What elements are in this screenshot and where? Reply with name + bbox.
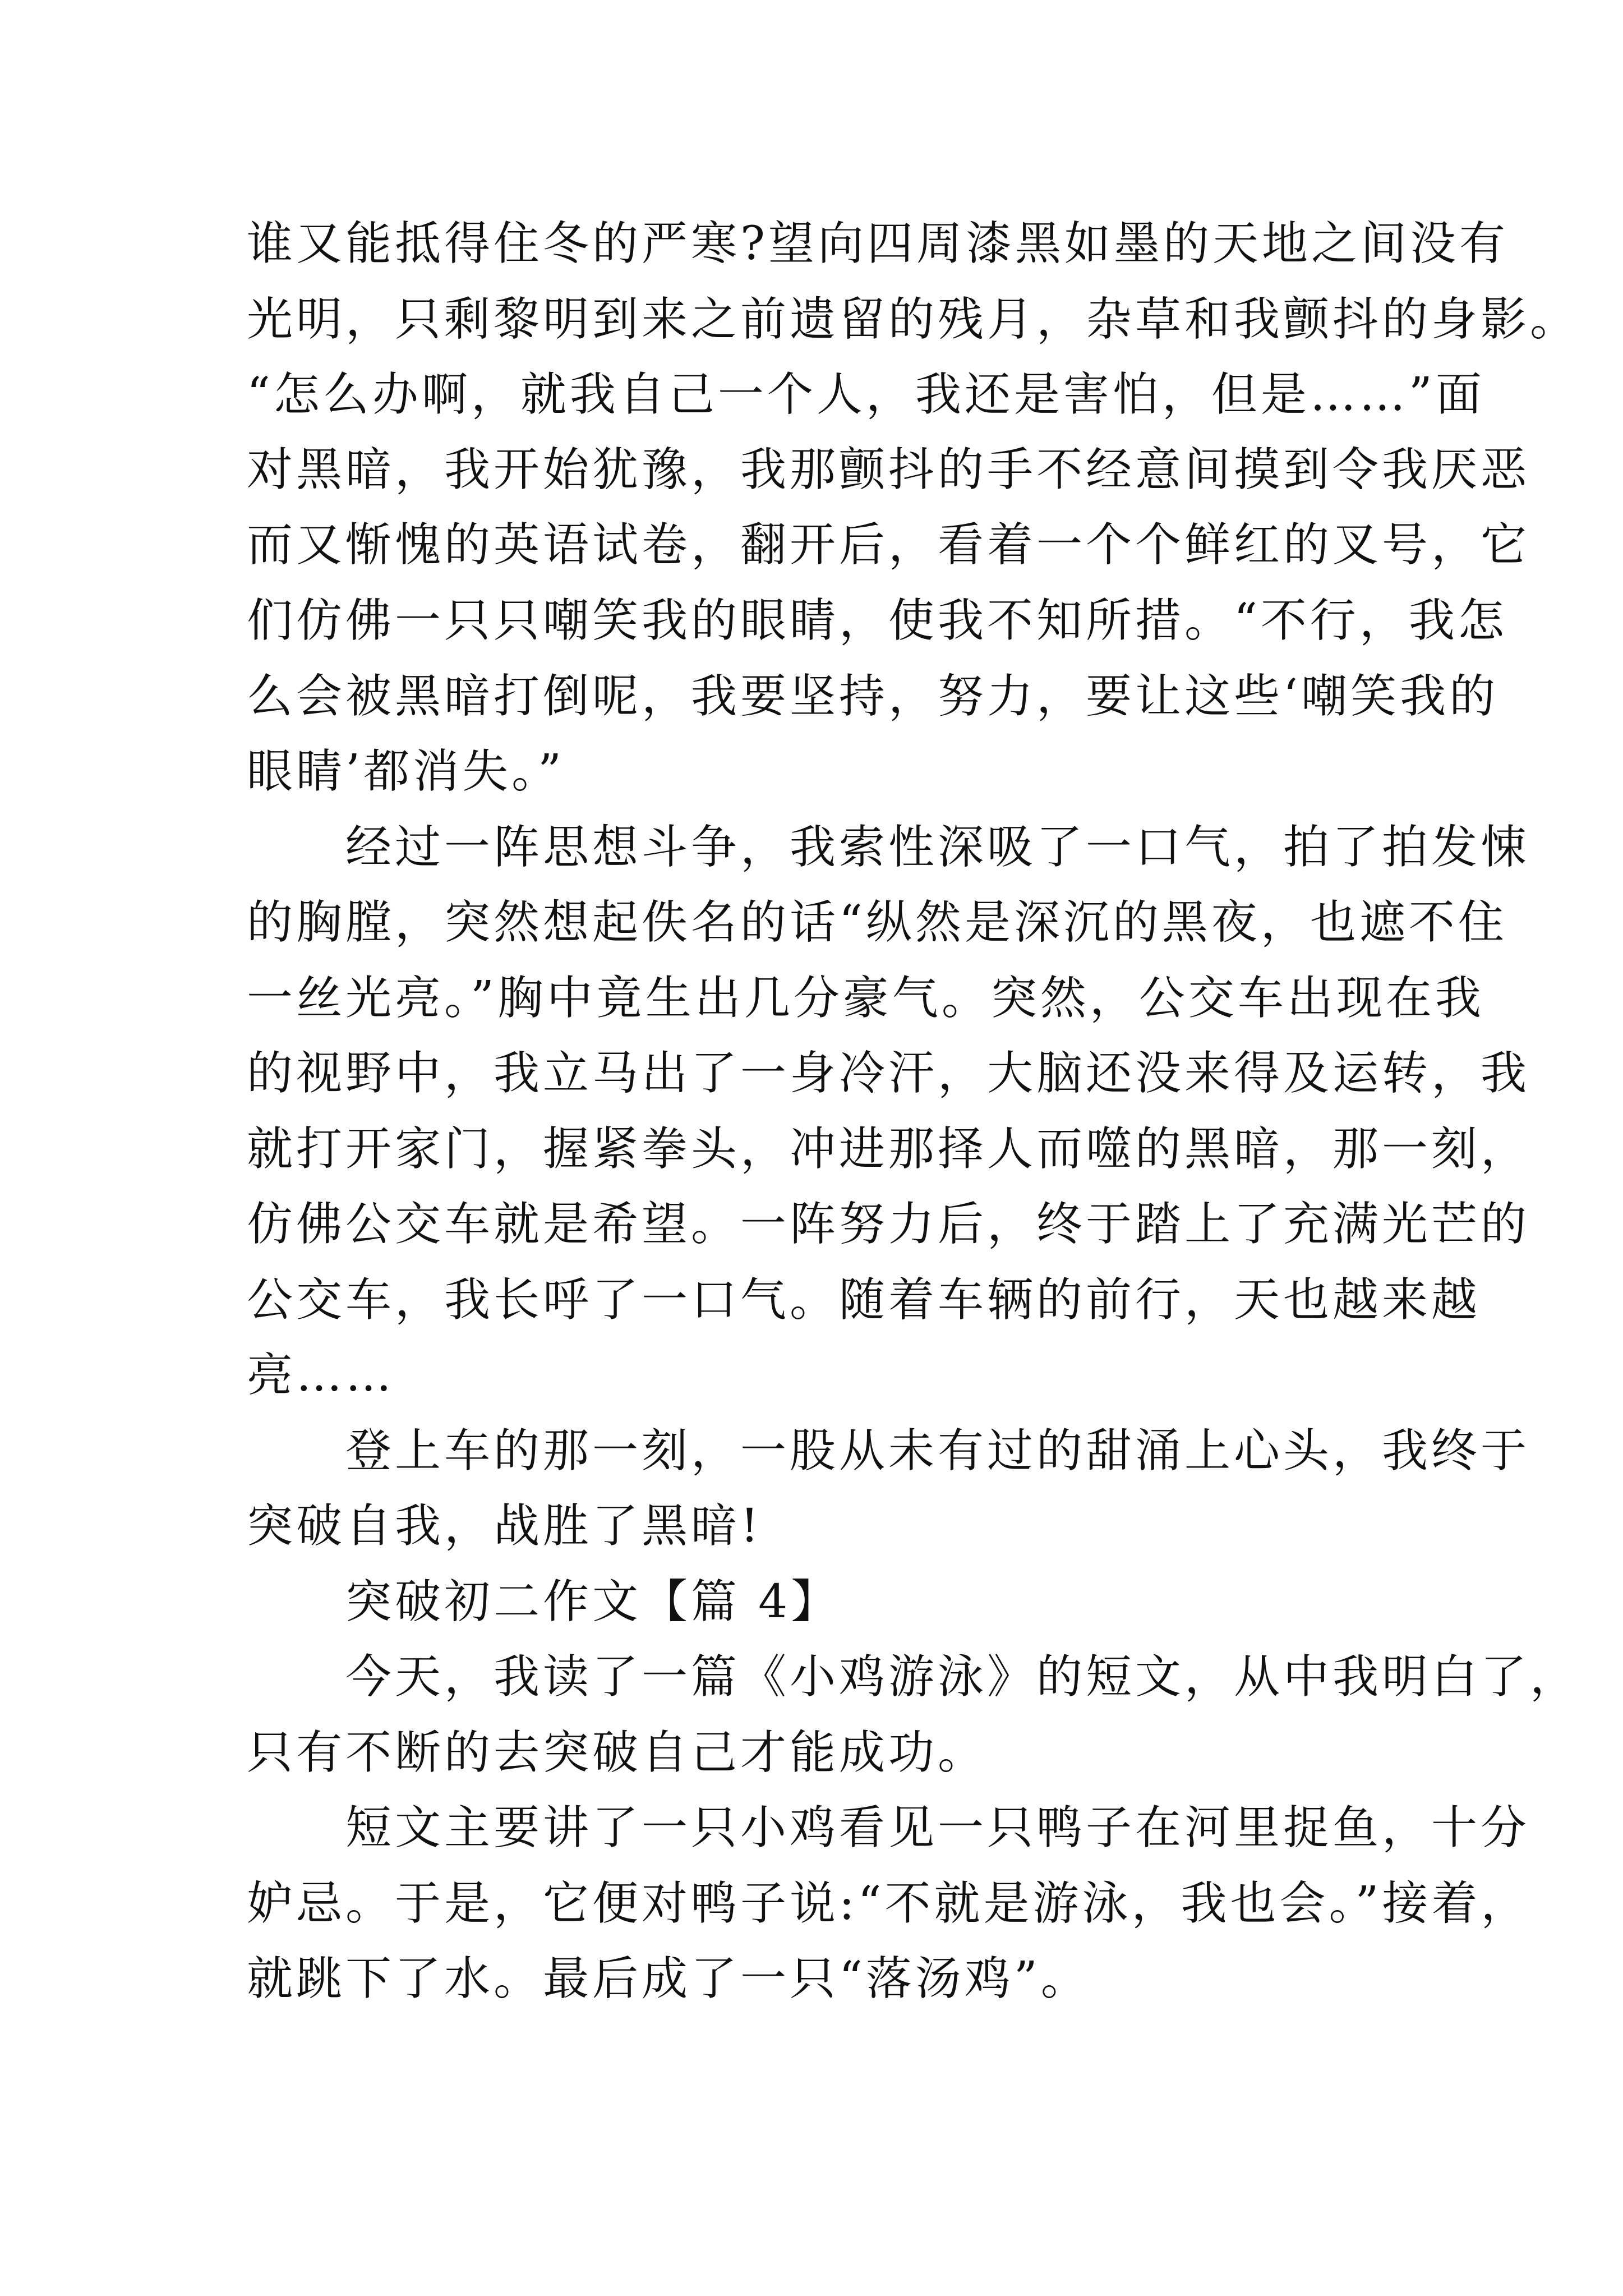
- text-line: 一丝光亮。”胸中竟生出几分豪气。突然，公交车出现在我: [247, 972, 1484, 1025]
- text-line: 么会被黑暗打倒呢，我要坚持，努力，要让这些‘嘲笑我的: [247, 670, 1499, 723]
- section-heading: 突破初二作文【篇 4】: [247, 1575, 841, 1628]
- text-line: 光明，只剩黎明到来之前遗留的残月，杂草和我颤抖的身影。: [247, 293, 1580, 346]
- text-line: 突破自我，战胜了黑暗!: [247, 1499, 762, 1553]
- text-line: 公交车，我长呼了一口气。随着车辆的前行，天也越来越: [247, 1273, 1481, 1327]
- paragraph-start-line: 经过一阵思想斗争，我索性深吸了一口气，拍了拍发悚: [247, 821, 1530, 874]
- paragraph-start-line: 登上车的那一刻，一股从未有过的甜涌上心头，我终于: [247, 1424, 1530, 1478]
- text-line: 的胸膛，突然想起佚名的话“纵然是深沉的黑夜，也遮不住: [247, 896, 1507, 949]
- paragraph-start-line: 短文主要讲了一只小鸡看见一只鸭子在河里捉鱼，十分: [247, 1801, 1530, 1855]
- text-line: 就打开家门，握紧拳头，冲进那择人而噬的黑暗，那一刻，: [247, 1122, 1530, 1176]
- text-line: 们仿佛一只只嘲笑我的眼睛，使我不知所措。“不行，我怎: [247, 594, 1507, 647]
- text-line: 亮……: [247, 1349, 395, 1402]
- text-line: 的视野中，我立马出了一身冷汗，大脑还没来得及运转，我: [247, 1047, 1530, 1100]
- text-line: 对黑暗，我开始犹豫，我那颤抖的手不经意间摸到令我厌恶: [247, 443, 1530, 496]
- text-line: “怎么办啊，就我自己一个人，我还是害怕，但是……”面: [247, 368, 1485, 421]
- text-line: 只有不断的去突破自己才能成功。: [247, 1726, 988, 1779]
- text-line: 谁又能抵得住冬的严寒?望向四周漆黑如墨的天地之间没有: [247, 217, 1509, 270]
- text-line: 而又惭愧的英语试卷，翻开后，看着一个个鲜红的叉号，它: [247, 518, 1530, 572]
- text-line: 妒忌。于是，它便对鸭子说:“不就是游泳，我也会。”接着，: [247, 1877, 1530, 1930]
- text-line: 眼睛’都消失。”: [247, 745, 565, 798]
- paragraph-start-line: 今天，我读了一篇《小鸡游泳》的短文，从中我明白了，: [247, 1650, 1580, 1704]
- text-line: 仿佛公交车就是希望。一阵努力后，终于踏上了充满光芒的: [247, 1198, 1530, 1251]
- text-line: 就跳下了水。最后成了一只“落汤鸡”。: [247, 1952, 1090, 2005]
